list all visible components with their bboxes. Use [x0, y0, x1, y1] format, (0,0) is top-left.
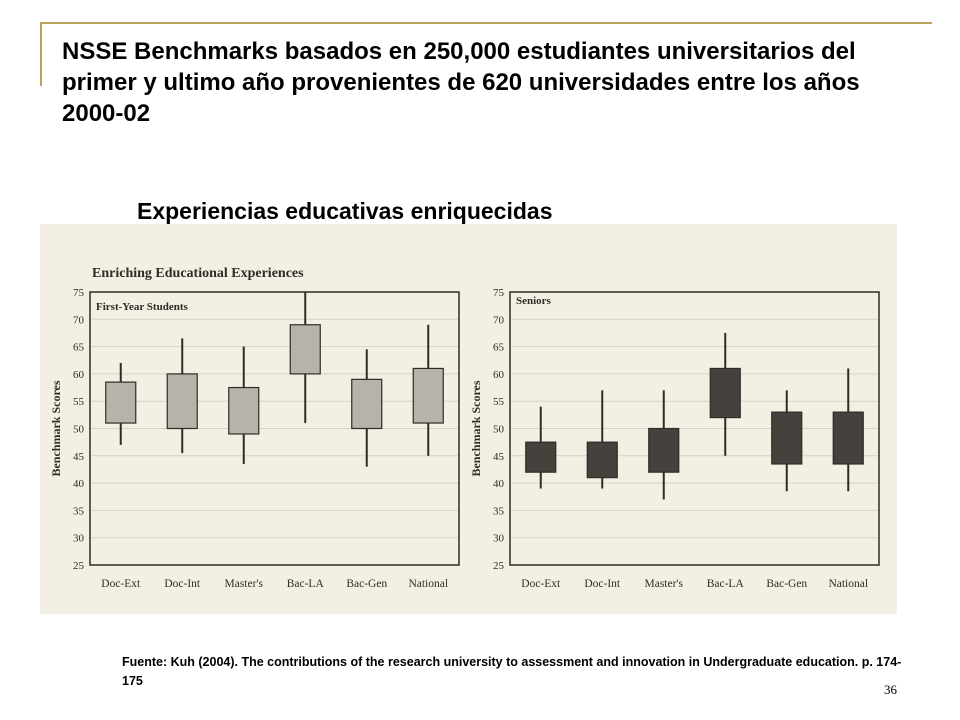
chart1-box	[352, 379, 382, 428]
accent-line-vertical	[40, 22, 42, 86]
chart2-y-tick-label: 70	[493, 314, 504, 327]
chart1-x-tick-label: Doc-Ext	[101, 578, 141, 590]
chart1-x-tick-label: National	[408, 578, 449, 590]
chart2-box	[526, 442, 556, 472]
chart2-y-tick-label: 75	[493, 287, 504, 299]
chart1-y-tick-label: 40	[73, 478, 84, 491]
chart2-x-tick-label: Master's	[644, 578, 683, 590]
chart1-box	[413, 368, 443, 423]
chart1-y-tick-label: 25	[73, 560, 84, 572]
chart2-y-tick-label: 55	[493, 396, 504, 409]
chart2-x-tick-label: Bac-Gen	[766, 578, 808, 590]
chart1-y-tick-label: 60	[73, 368, 84, 381]
chart2-x-tick-label: National	[828, 578, 869, 590]
source-citation: Fuente: Kuh (2004). The contributions of the research university to assessment and innovation in Undergraduate education. p. 174-175	[122, 655, 902, 688]
chart2-y-tick-label: 40	[493, 478, 504, 491]
chart2-y-tick-label: 35	[493, 505, 504, 518]
chart1-y-tick-label: 75	[73, 287, 84, 299]
chart2-box	[833, 412, 863, 464]
chart2-y-tick-label: 25	[493, 560, 504, 572]
chart2-y-tick-label: 45	[493, 450, 504, 463]
chart1-y-tick-label: 35	[73, 505, 84, 518]
chart2-y-tick-label: 50	[493, 423, 504, 436]
chart2-x-tick-label: Doc-Ext	[521, 578, 561, 590]
chart2-panel-label: Seniors	[516, 295, 551, 307]
chart1-y-tick-label: 55	[73, 396, 84, 409]
slide-title: NSSE Benchmarks basados en 250,000 estudiantes universitarios del primer y ultimo año provenientes de 620 universidades entre los años 2000-02	[62, 38, 860, 127]
chart1-box	[106, 382, 136, 423]
chart2-box	[772, 412, 802, 464]
chart1-title: Enriching Educational Experiences	[92, 266, 304, 281]
chart1-y-tick-label: 70	[73, 314, 84, 327]
chart1-box	[229, 388, 259, 434]
chart2-x-tick-label: Bac-LA	[706, 578, 744, 590]
chart1-x-tick-label: Bac-LA	[286, 578, 324, 590]
chart2-y-tick-label: 60	[493, 368, 504, 381]
chart2-x-tick-label: Doc-Int	[584, 578, 621, 590]
chart1-box	[167, 374, 197, 429]
chart2-box	[710, 368, 740, 417]
chart-subtitle: Experiencias educativas enriquecidas	[137, 198, 553, 224]
chart2-y-tick-label: 65	[493, 341, 504, 354]
chart2-box	[587, 442, 617, 477]
chart1-y-tick-label: 65	[73, 341, 84, 354]
chart1-x-tick-label: Bac-Gen	[346, 578, 388, 590]
chart-image	[40, 224, 897, 614]
chart1-x-tick-label: Master's	[224, 578, 263, 590]
chart1-box	[290, 325, 320, 374]
chart2-y-tick-label: 30	[493, 532, 504, 545]
chart1-panel-label: First-Year Students	[96, 301, 188, 313]
chart1-y-tick-label: 45	[73, 450, 84, 463]
chart1-x-tick-label: Doc-Int	[164, 578, 201, 590]
chart2-y-axis-label: Benchmark Scores	[469, 380, 483, 477]
chart1-y-tick-label: 30	[73, 532, 84, 545]
page-number: 36	[884, 682, 897, 697]
accent-line-horizontal	[40, 22, 932, 24]
chart1-y-axis-label: Benchmark Scores	[49, 380, 63, 477]
chart1-y-tick-label: 50	[73, 423, 84, 436]
chart2-box	[649, 429, 679, 473]
